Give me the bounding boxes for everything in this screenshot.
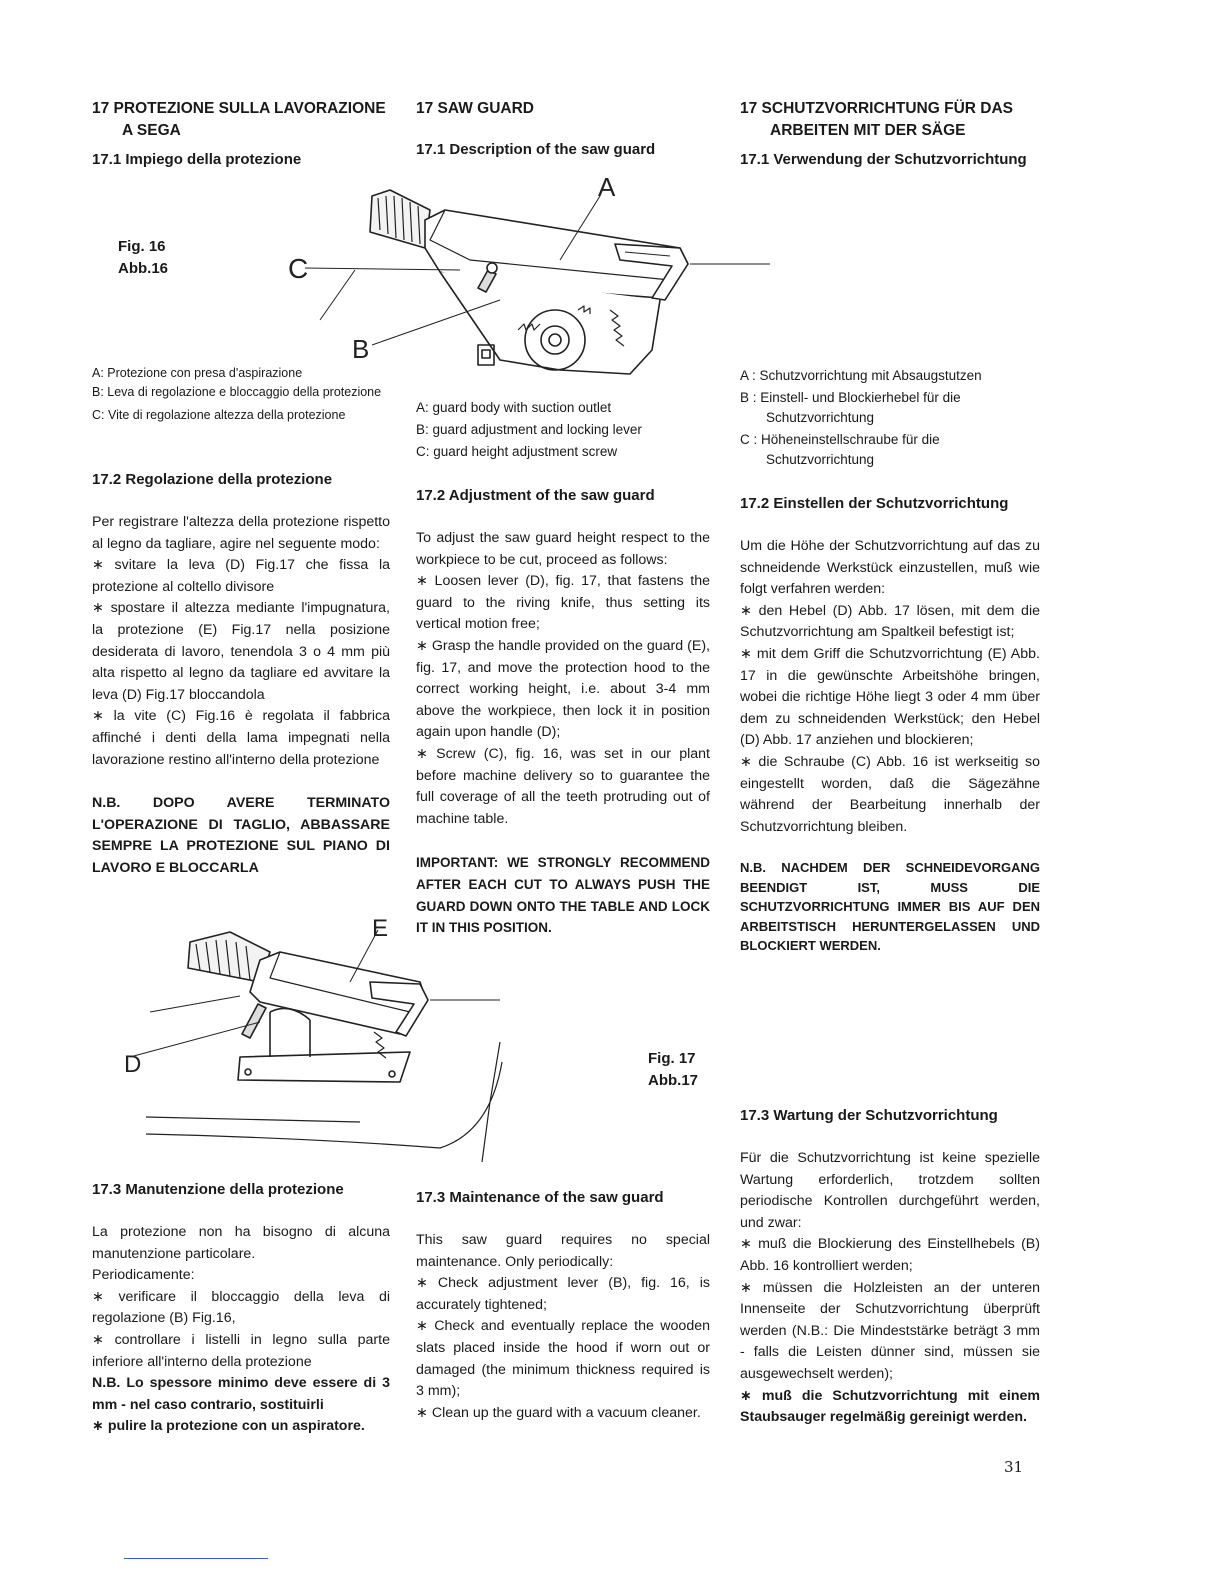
de-maint-3: ∗ müssen die Holzleisten an der unteren Innenseite der Schutzvorrichtung überprüft werden (N.B.: Die Mindeststärke beträgt 3 mm - falls die Leisten dünner sind, müssen sie ausgewechselt werden); [740, 1279, 1040, 1382]
en-bullet-2: ∗ Grasp the handle provided on the guard (E), fig. 17, and move the protection hood to the correct working height, i.e. about 3-4 mm above the workpiece, then lock it in position again upon handle (D); [416, 637, 710, 741]
de-title-line2: ARBEITEN MIT DER SÄGE [770, 122, 966, 139]
de-title-line1: 17 SCHUTZVORRICHTUNG FÜR DAS [740, 100, 1013, 117]
de-legend [740, 366, 1040, 470]
en-bullet-3: ∗ Screw (C), fig. 16, was set in our plant before machine delivery so to guarantee the full coverage of all the teeth protruding out of machine table. [416, 745, 710, 827]
it-maint-6: ∗ pulire la protezione con un aspiratore. [92, 1418, 365, 1435]
fig16-saw-guard-drawing [260, 160, 780, 385]
it-bullet-3: ∗ la vite (C) Fig.16 è regolata il fabbrica affinché i denti della lama impegnati nella lavorazione restino all'interno della protezione [92, 708, 390, 768]
en-bullet-1: ∗ Loosen lever (D), fig. 17, that fastens the guard to the riving knife, thus setting its vertical motion free; [416, 573, 710, 633]
en-legend [416, 398, 710, 462]
de-section-17-3: 17.3 Wartung der Schutzvorrichtung [740, 1107, 998, 1124]
it-title-line2: A SEGA [122, 122, 181, 139]
it-section-17-2: 17.2 Regolazione della protezione [92, 471, 333, 488]
en-maint-2: ∗ Check adjustment lever (B), fig. 16, is accurately tightened; [416, 1275, 710, 1313]
it-paragraph: Per registrare l'altezza della protezione rispetto al legno da tagliare, agire nel seguente modo: [92, 514, 390, 552]
fig16-callout-a: A [598, 172, 616, 202]
it-title [92, 98, 390, 142]
page-number: 31 [1004, 1458, 1024, 1476]
abb16-label: Abb.16 [118, 260, 169, 277]
it-maint-5: N.B. Lo spessore minimo deve essere di 3 mm - nel caso contrario, sostituirli [92, 1375, 390, 1413]
footer-rule [124, 1558, 268, 1559]
it-maintenance-block [92, 1180, 390, 1438]
en-legend-a: A: guard body with suction outlet [416, 400, 612, 415]
de-note: N.B. NACHDEM DER SCHNEIDEVORGANG BEENDIGT IST, MUSS DIE SCHUTZVORRICHTUNG IMMER BIS AUF DEN ARBEITSTISCH HERUNTERGELASSEN UND BLOCKIERT WERDEN. [740, 860, 1040, 954]
de-legend-b: B : Einstell- und Blockierhebel für die Schutzvorrichtung [740, 390, 961, 425]
english-column [416, 98, 710, 160]
fig17-label: Fig. 17 [648, 1050, 696, 1067]
de-legend-c: C : Höheneinstellschraube für die Schutzvorrichtung [740, 432, 940, 467]
it-title-line1: 17 PROTEZIONE SULLA LAVORAZIONE [92, 100, 386, 117]
en-section-17-3: 17.3 Maintenance of the saw guard [416, 1189, 664, 1206]
it-legend-a: A: Protezione con presa d'aspirazione [92, 366, 303, 380]
en-paragraph: To adjust the saw guard height respect to the workpiece to be cut, proceed as follows: [416, 530, 710, 568]
de-maint-1: Für die Schutzvorrichtung ist keine spezielle Wartung erforderlich, trotzdem sollten periodische Kontrollen durchgeführt werden, und zwar: [740, 1150, 1040, 1231]
en-legend-c: C: guard height adjustment screw [416, 444, 618, 459]
it-maint-2: Periodicamente: [92, 1267, 195, 1284]
en-adjustment-block [416, 486, 710, 939]
de-legend-a: A : Schutzvorrichtung mit Absaugstutzen [740, 368, 982, 383]
en-maintenance-block [416, 1188, 710, 1424]
it-maint-1: La protezione non ha bisogno di alcuna manutenzione particolare. [92, 1224, 390, 1262]
it-note: N.B. DOPO AVERE TERMINATO L'OPERAZIONE DI TAGLIO, ABBASSARE SEMPRE LA PROTEZIONE SUL PIANO DI LAVORO E BLOCCARLA [92, 795, 390, 876]
de-maint-2: ∗ muß die Blockierung des Einstellhebels (B) Abb. 16 kontrolliert werden; [740, 1236, 1040, 1274]
de-title [740, 98, 1040, 142]
de-maintenance-block [740, 1106, 1040, 1429]
de-maint-4: ∗ muß die Schutzvorrichtung mit einem Staubsauger regelmäßig gereinigt werden. [740, 1387, 1040, 1426]
en-legend-b: B: guard adjustment and locking lever [416, 422, 642, 437]
it-section-17-1: 17.1 Impiego della protezione [92, 151, 302, 168]
it-adjustment-block [92, 470, 390, 880]
de-paragraph: Um die Höhe der Schutzvorrichtung auf das zu schneidende Werkstück einzustellen, muß wie folgt verfahren werden: [740, 538, 1040, 598]
fig17-callout-d: D [124, 1051, 142, 1078]
en-maint-1: This saw guard requires no special maintenance. Only periodically: [416, 1232, 710, 1270]
de-bullet-2: ∗ mit dem Griff die Schutzvorrichtung (E) Abb. 17 in die gewünschte Arbeitshöhe bringen, wobei die richtige Höhe liegt 3 oder 4 mm über dem zu schneidenden Werkstück; den Hebel (D) Abb. 17 anziehen und blockieren; [740, 645, 1040, 749]
de-section-17-2: 17.2 Einstellen der Schutzvorrichtung [740, 495, 1009, 512]
de-bullet-1: ∗ den Hebel (D) Abb. 17 lösen, mit dem die Schutzvorrichtung am Spaltkeil befestigt ist; [740, 602, 1040, 641]
en-important-note: IMPORTANT: WE STRONGLY RECOMMEND AFTER EACH CUT TO ALWAYS PUSH THE GUARD DOWN ONTO THE TABLE AND LOCK IT IN THIS POSITION. [416, 855, 710, 936]
de-bullet-3: ∗ die Schraube (C) Abb. 16 ist werkseitig so eingestellt worden, daß die Sägezähne während der Bearbeitung innerhalb der Schutzvorrichtung bleiben. [740, 753, 1040, 835]
it-section-17-3: 17.3 Manutenzione della protezione [92, 1181, 344, 1198]
en-maint-3: ∗ Check and eventually replace the wooden slats placed inside the hood if worn out or damaged (the minimum thickness required is 3 mm); [416, 1318, 710, 1400]
german-column [740, 98, 1040, 170]
fig17-caption [648, 1048, 698, 1092]
de-adjustment-block [740, 494, 1040, 956]
fig17-callout-e: E [372, 915, 389, 942]
it-maint-4: ∗ controllare i listelli in legno sulla parte inferiore all'interno della protezione [92, 1331, 390, 1370]
en-section-17-1: 17.1 Description of the saw guard [416, 141, 656, 158]
de-section-17-1: 17.1 Verwendung der Schutzvorrichtung [740, 151, 1027, 168]
it-legend-b: B: Leva di regolazione e bloccaggio della protezione [92, 385, 382, 399]
it-bullet-1: ∗ svitare la leva (D) Fig.17 che fissa la protezione al coltello divisore [92, 557, 390, 595]
it-bullet-2: ∗ spostare il altezza mediante l'impugnatura, la protezione (E) Fig.17 nella posizione desiderata di lavoro, tenendola 3 o 4 mm più alta rispetto al legno da tagliare ed avvitare la leva (D) Fig.17 bloccandola [92, 600, 390, 703]
it-maint-3: ∗ verificare il bloccaggio della leva di regolazione (B) Fig.16, [92, 1288, 390, 1327]
it-legend-c: C: Vite di regolazione altezza della protezione [92, 408, 346, 422]
en-title: 17 SAW GUARD [416, 100, 534, 117]
fig16-label: Fig. 16 [118, 238, 166, 255]
fig16-callout-b: B [352, 334, 370, 364]
fig16-caption [118, 236, 168, 280]
abb17-label: Abb.17 [648, 1072, 699, 1089]
en-maint-4: ∗ Clean up the guard with a vacuum cleaner. [416, 1404, 701, 1421]
en-section-17-2: 17.2 Adjustment of the saw guard [416, 487, 655, 504]
fig17-saw-guard-drawing [110, 912, 520, 1172]
fig16-callout-c: C [288, 253, 309, 284]
